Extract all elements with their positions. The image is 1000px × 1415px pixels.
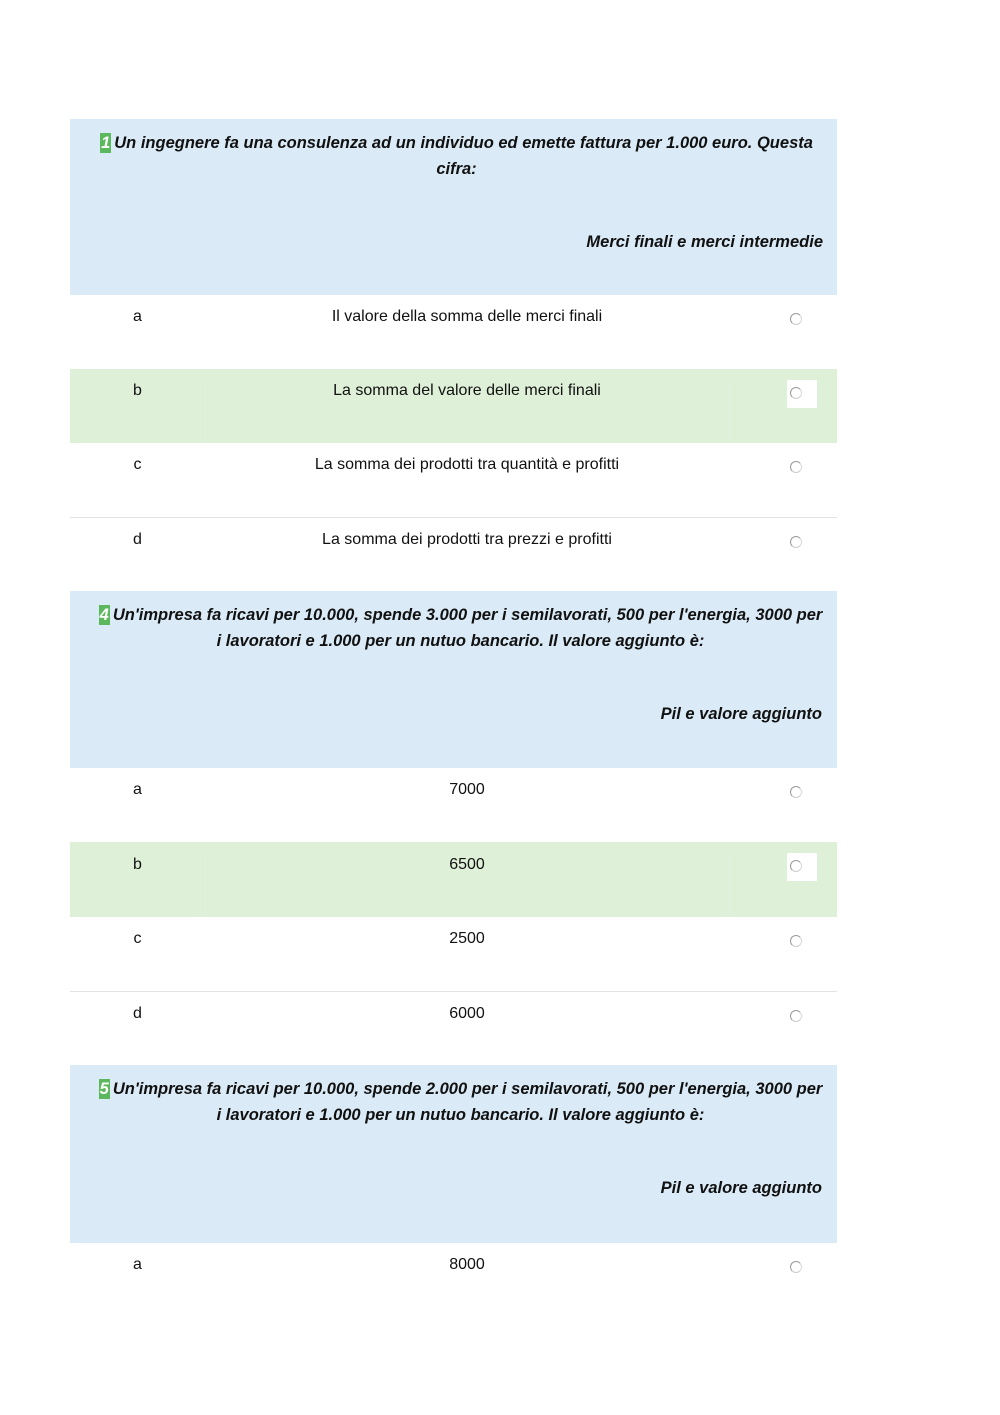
question-number-badge: 4 <box>99 606 109 624</box>
option-letter: a <box>133 1256 142 1273</box>
radio-button-icon[interactable] <box>790 1261 802 1273</box>
option-radio-cell[interactable] <box>787 853 817 881</box>
option-letter: a <box>133 308 142 325</box>
option-letter: c <box>133 930 142 947</box>
answer-option-correct[interactable] <box>70 842 837 917</box>
radio-button-icon[interactable] <box>790 860 802 872</box>
answer-option[interactable] <box>70 443 837 517</box>
answer-option-correct[interactable] <box>70 369 837 443</box>
option-letter: a <box>133 781 142 798</box>
radio-button-icon[interactable] <box>790 313 802 325</box>
answer-option[interactable] <box>70 917 837 991</box>
option-radio-cell[interactable] <box>787 1003 817 1031</box>
option-letter: d <box>133 531 142 548</box>
answer-option[interactable] <box>70 295 837 369</box>
question-5 <box>70 1065 837 1243</box>
question-text: 4 Un'impresa fa ricavi per 10.000, spende 3.000 per i semilavorati, 500 per l'energia, 3000 per i lavoratori e 1.000 per un nutuo bancario. Il valore aggiunto è: <box>99 606 823 650</box>
option-text: 8000 <box>449 1256 485 1273</box>
question-text: 5 Un'impresa fa ricavi per 10.000, spende 2.000 per i semilavorati, 500 per l'energia, 3000 per i lavoratori e 1.000 per un nutuo bancario. Il valore aggiunto è: <box>99 1080 823 1124</box>
question-1 <box>70 119 837 295</box>
option-text: 7000 <box>449 781 485 798</box>
radio-button-icon[interactable] <box>790 1010 802 1022</box>
option-text: La somma dei prodotti tra quantità e profitti <box>314 456 620 473</box>
radio-button-icon[interactable] <box>790 786 802 798</box>
option-radio-cell[interactable] <box>787 529 817 557</box>
radio-button-icon[interactable] <box>790 935 802 947</box>
answer-option[interactable] <box>70 768 837 842</box>
radio-button-icon[interactable] <box>790 461 802 473</box>
question-topic: Pil e valore aggiunto <box>660 705 822 723</box>
quiz <box>70 119 837 1317</box>
option-letter: b <box>70 382 206 442</box>
option-radio-cell[interactable] <box>787 928 817 956</box>
option-text: 6500 <box>205 856 730 916</box>
question-topic: Merci finali e merci intermedie <box>586 233 823 251</box>
question-number-badge: 5 <box>99 1080 109 1098</box>
option-radio-cell[interactable] <box>787 380 817 408</box>
option-radio-cell[interactable] <box>787 1254 817 1282</box>
answer-option[interactable] <box>70 991 837 1065</box>
option-text: Il valore della somma delle merci finali <box>331 308 603 325</box>
option-radio-cell[interactable] <box>787 306 817 334</box>
option-text: 2500 <box>449 930 485 947</box>
option-text: La somma del valore delle merci finali <box>205 382 730 442</box>
answer-option[interactable] <box>70 1243 837 1317</box>
question-number-badge: 1 <box>101 134 111 152</box>
option-letter: d <box>133 1005 142 1022</box>
option-letter: b <box>70 856 206 916</box>
question-topic: Pil e valore aggiunto <box>660 1179 822 1197</box>
option-text: La somma dei prodotti tra prezzi e profitti <box>322 531 612 548</box>
radio-button-icon[interactable] <box>790 536 802 548</box>
option-radio-cell[interactable] <box>787 454 817 482</box>
option-letter: c <box>133 456 142 473</box>
question-text: 1 Un ingegnere fa una consulenza ad un individuo ed emette fattura per 1.000 euro. Questa cifra: <box>101 134 813 178</box>
radio-button-icon[interactable] <box>790 387 802 399</box>
option-radio-cell[interactable] <box>787 779 817 807</box>
answer-option[interactable] <box>70 517 837 591</box>
question-4 <box>70 591 837 768</box>
option-text: 6000 <box>449 1005 485 1022</box>
